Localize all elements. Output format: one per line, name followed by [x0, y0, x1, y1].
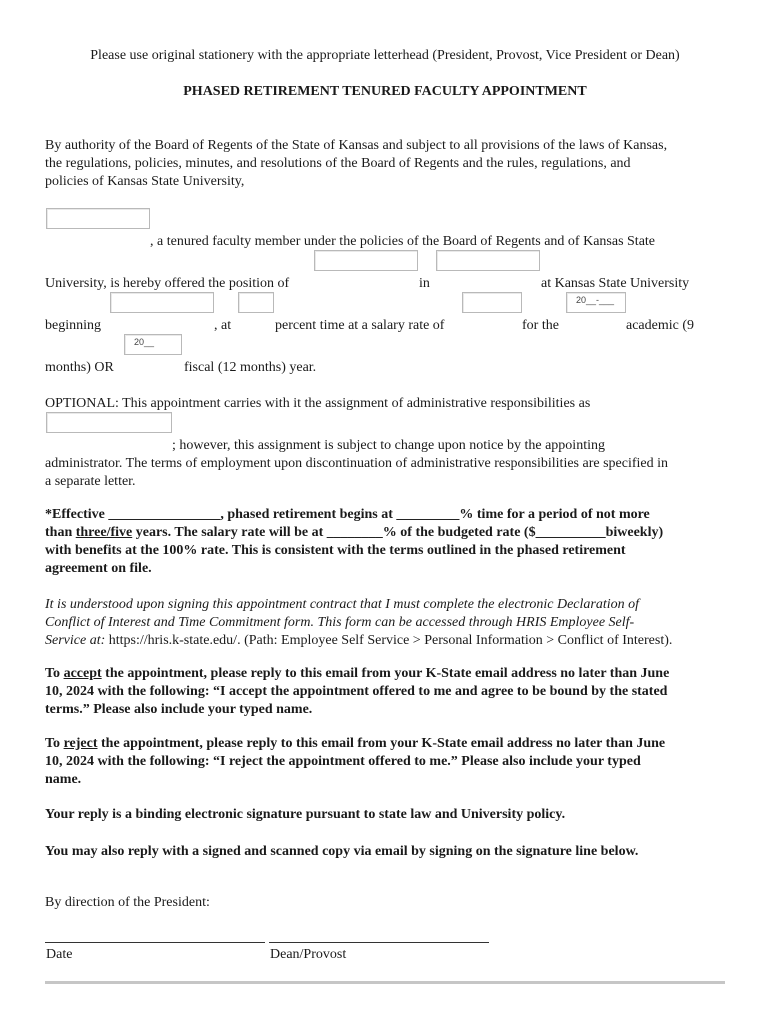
reject-line-2: 10, 2024 with the following: “I reject the appointment offered to me.” Please also include your typed [45, 754, 641, 769]
effective-years-option: three/five [75, 525, 133, 540]
footer-divider [45, 981, 725, 984]
reject-rest: the appointment, please reply to this email from your K-State email address no later than June [97, 736, 666, 751]
offered-position-text: University, is hereby offered the position of [45, 276, 290, 291]
accept-rest: the appointment, please reply to this email from your K-State email address no later than June [101, 666, 670, 681]
percent-time-field[interactable] [238, 292, 274, 313]
reject-line-3: name. [45, 772, 82, 787]
accept-line-2: 10, 2024 with the following: “I accept the appointment offered to me and agree to be bound by the stated [45, 684, 668, 699]
optional-line-3: administrator. The terms of employment upon discontinuation of administrative responsibilities are specified in [45, 456, 668, 471]
effective-salary-text: years. The salary rate will be at ________% of the budgeted rate ($__________biweekly) [132, 525, 664, 540]
authority-line-1: By authority of the Board of Regents of the State of Kansas and subject to all provisions of the laws of Kansas, [45, 138, 668, 153]
direction-text: By direction of the President: [45, 895, 210, 910]
admin-responsibilities-field[interactable] [46, 412, 172, 433]
accept-word: accept [63, 666, 102, 681]
dean-label: Dean/Provost [270, 947, 347, 962]
page-title: PHASED RETIREMENT TENURED FACULTY APPOINTMENT [183, 84, 587, 99]
academic-text: academic (9 [626, 318, 695, 333]
date-signature-line[interactable] [45, 942, 265, 943]
accept-line-1 [45, 666, 669, 682]
at-text: , at [214, 318, 232, 333]
in-text: in [419, 276, 430, 291]
effective-than: than [45, 525, 76, 540]
beginning-text: beginning [45, 318, 101, 333]
accept-to: To [45, 666, 64, 681]
reject-to: To [45, 736, 64, 751]
hris-link[interactable]: https://hris.k-state.edu/ [108, 633, 238, 648]
dean-signature-line[interactable] [269, 942, 489, 943]
reject-line-1 [45, 736, 665, 752]
percent-time-text: percent time at a salary rate of [275, 318, 445, 333]
effective-line-2 [45, 525, 663, 541]
months-or-text: months) OR [45, 360, 114, 375]
binding-note: Your reply is a binding electronic signature pursuant to state law and University policy. [45, 807, 566, 822]
effective-line-3: with benefits at the 100% rate. This is consistent with the terms outlined in the phased retirement [45, 543, 626, 558]
for-the-text: for the [522, 318, 559, 333]
salary-rate-field[interactable] [462, 292, 522, 313]
stationery-note: Please use original stationery with the appropriate letterhead (President, Provost, Vice President or Dean) [90, 48, 680, 63]
authority-line-2: the regulations, policies, minutes, and resolutions of the Board of Regents and the rules, regulations, and [45, 156, 631, 171]
department-field[interactable] [436, 250, 540, 271]
position-title-field[interactable] [314, 250, 418, 271]
academic-year-field[interactable]: 20__-___ [566, 292, 626, 313]
at-ksu-text: at Kansas State University [541, 276, 690, 291]
scan-note: You may also reply with a signed and scanned copy via email by signing on the signature line below. [45, 844, 639, 859]
effective-line-1: *Effective ________________, phased retirement begins at _________% time for a period of not more [45, 507, 650, 522]
accept-line-3: terms.” Please also include your typed name. [45, 702, 313, 717]
coi-line-3 [45, 633, 672, 649]
optional-line-1: OPTIONAL: This appointment carries with it the assignment of administrative responsibilities as [45, 396, 591, 411]
authority-line-3: policies of Kansas State University, [45, 174, 245, 189]
reject-word: reject [63, 736, 98, 751]
faculty-name-field[interactable] [46, 208, 150, 229]
coi-line-1: It is understood upon signing this appointment contract that I must complete the electronic Declaration of [45, 597, 640, 612]
coi-line-2: Conflict of Interest and Time Commitment form. This form can be accessed through HRIS Employee Self- [45, 615, 635, 630]
coi-service-at: Service at: [45, 633, 109, 648]
tenured-text: , a tenured faculty member under the policies of the Board of Regents and of Kansas State [150, 234, 656, 249]
fiscal-text: fiscal (12 months) year. [184, 360, 317, 375]
optional-line-2: ; however, this assignment is subject to change upon notice by the appointing [172, 438, 605, 453]
date-label: Date [46, 947, 73, 962]
optional-line-4: a separate letter. [45, 474, 136, 489]
fiscal-year-field[interactable]: 20__ [124, 334, 182, 355]
coi-path: . (Path: Employee Self Service > Personal Information > Conflict of Interest). [237, 633, 673, 648]
beginning-date-field[interactable] [110, 292, 214, 313]
effective-line-4: agreement on file. [45, 561, 152, 576]
